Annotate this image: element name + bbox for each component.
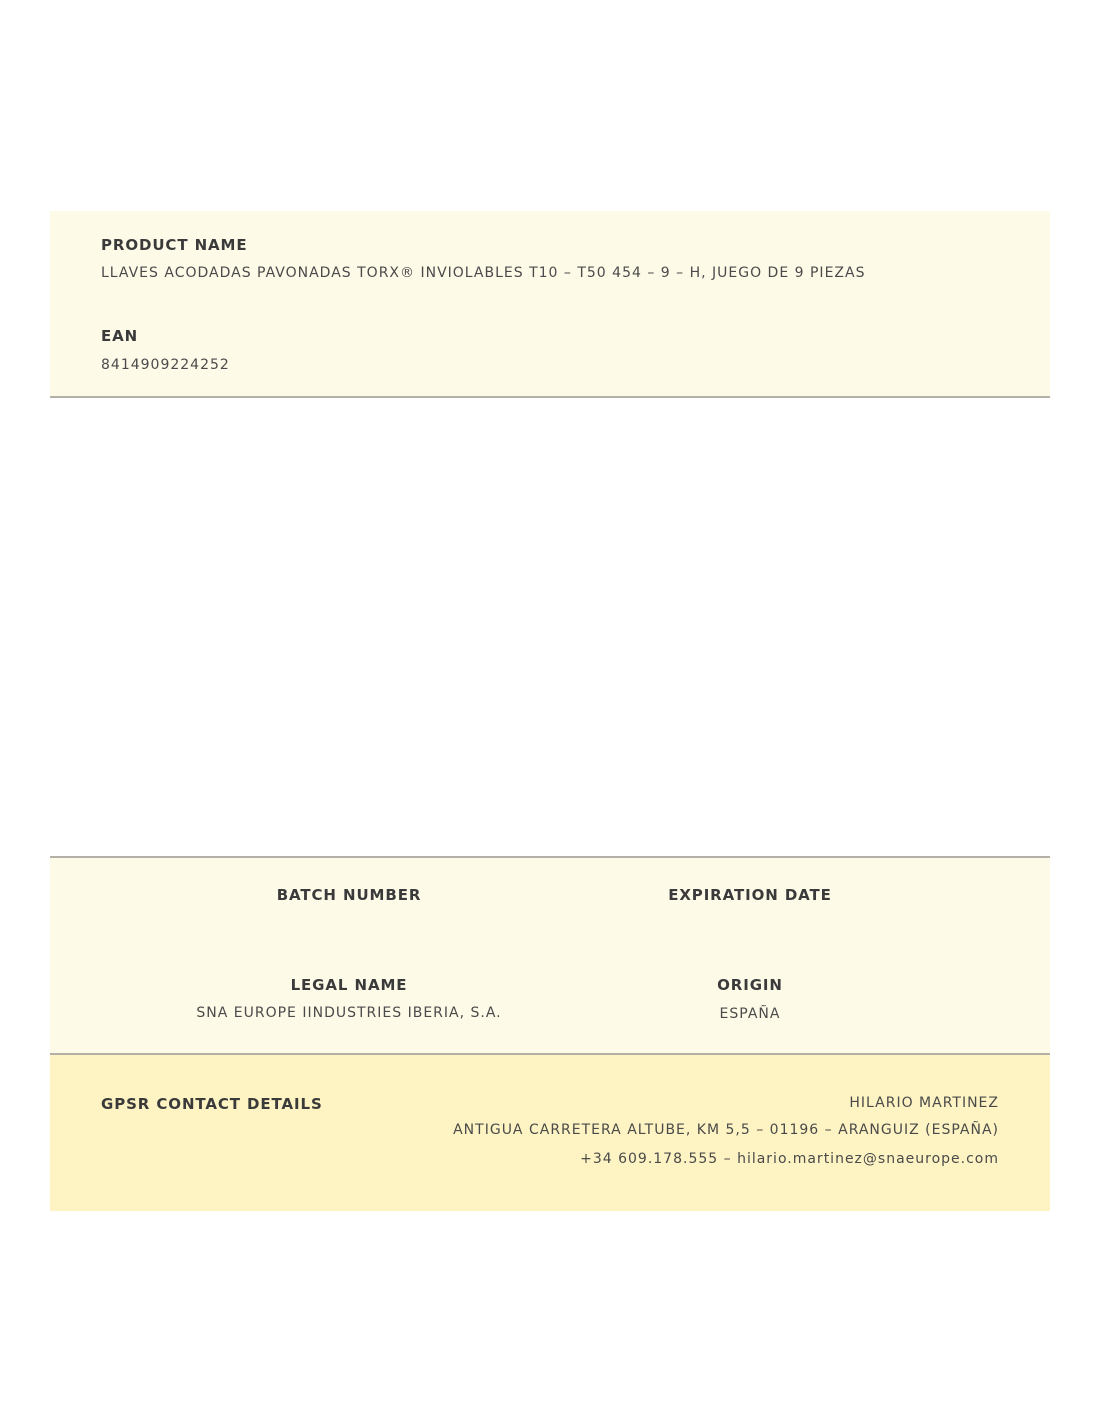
origin-value: ESPAÑA (719, 1006, 781, 1022)
gpsr-contact-panel (50, 1055, 1050, 1211)
legal-name-label: LEGAL NAME (290, 976, 408, 994)
batch-number-label: BATCH NUMBER (276, 886, 422, 904)
origin-label: ORIGIN (717, 976, 783, 994)
contact-name: HILARIO MARTINEZ (849, 1095, 999, 1111)
batch-legal-panel (50, 856, 1050, 1055)
product-name-value: LLAVES ACODADAS PAVONADAS TORX® INVIOLABLES T10 – T50 454 – 9 – H, JUEGO DE 9 PIEZAS (101, 265, 866, 281)
ean-value: 8414909224252 (101, 357, 230, 373)
ean-label: EAN (101, 327, 139, 345)
contact-phone-email: +34 609.178.555 – hilario.martinez@snaeurope.com (580, 1151, 999, 1167)
product-info-panel (50, 211, 1050, 398)
gpsr-contact-label: GPSR CONTACT DETAILS (101, 1095, 323, 1113)
product-name-label: PRODUCT NAME (101, 236, 248, 254)
expiration-date-label: EXPIRATION DATE (668, 886, 832, 904)
legal-name-value: SNA EUROPE IINDUSTRIES IBERIA, S.A. (196, 1005, 502, 1021)
contact-address: ANTIGUA CARRETERA ALTUBE, KM 5,5 – 01196 – ARANGUIZ (ESPAÑA) (453, 1122, 999, 1138)
